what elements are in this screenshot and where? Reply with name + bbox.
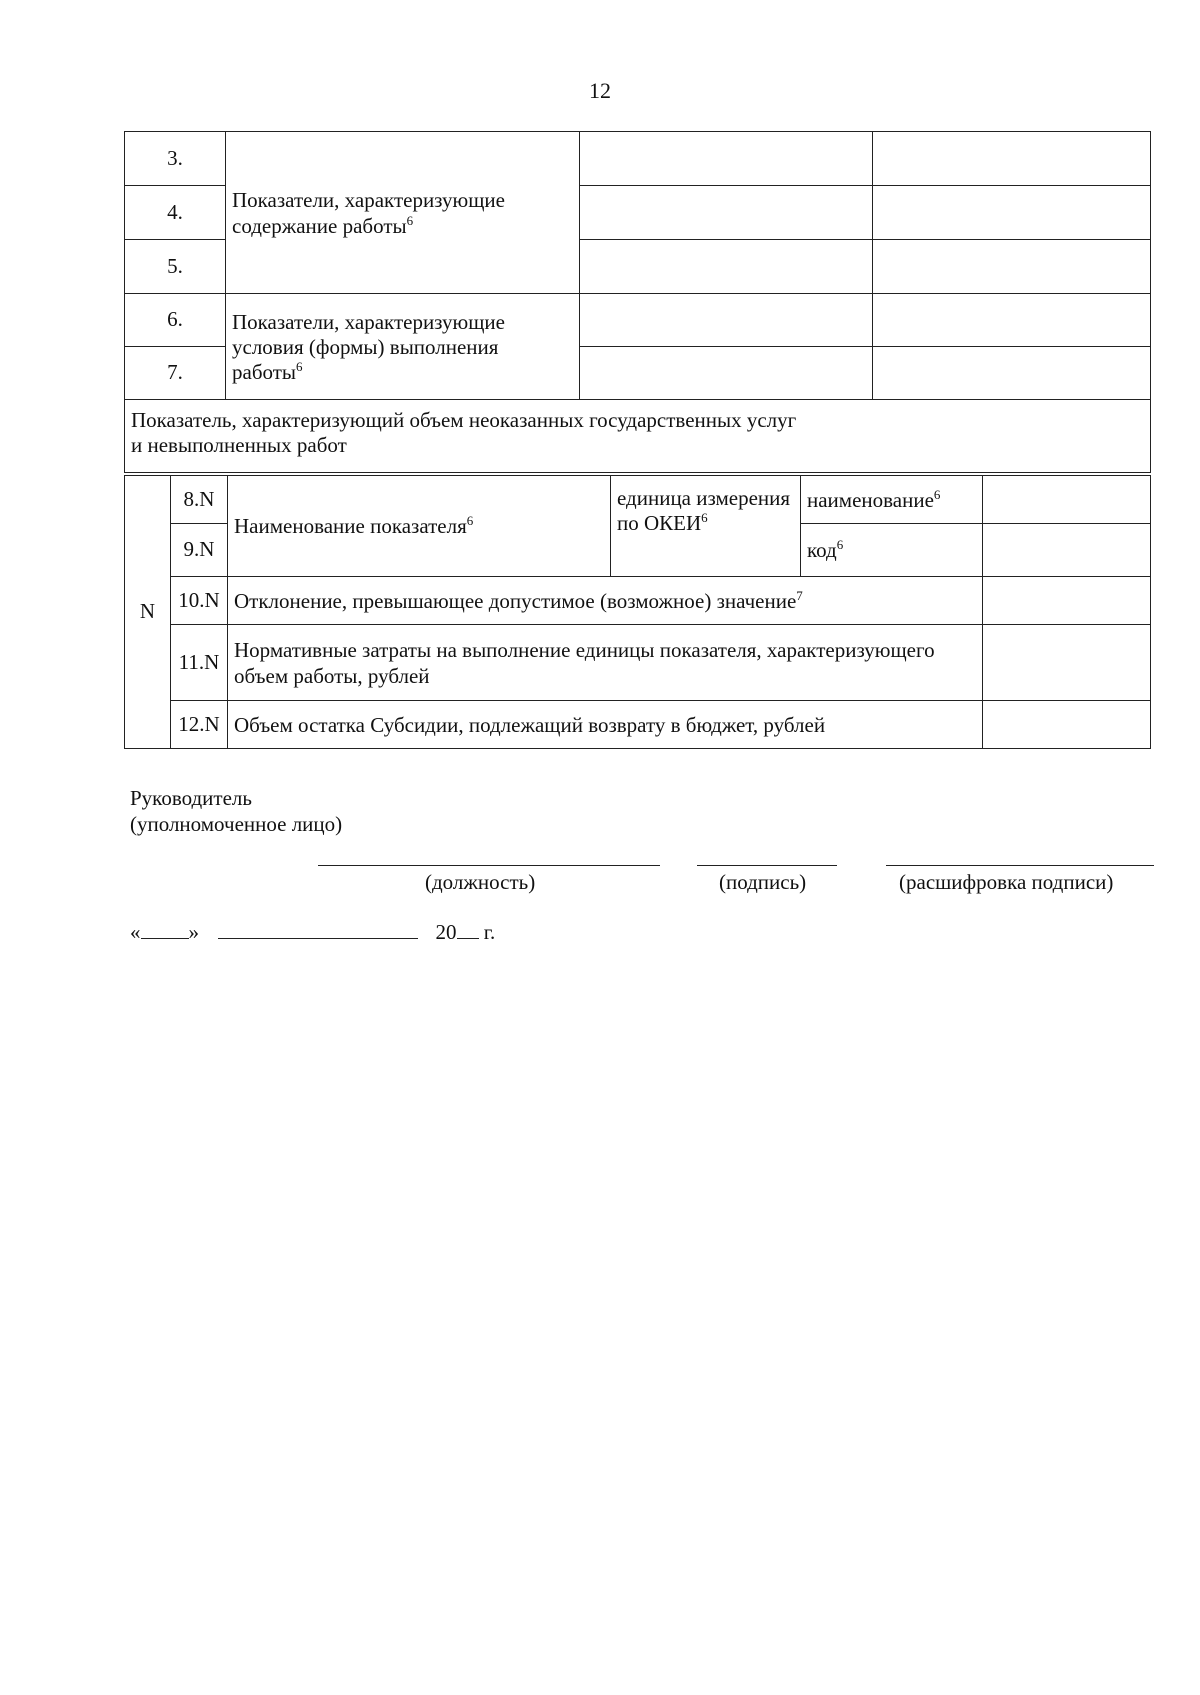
subsidy-balance-label: Объем остатка Субсидии, подлежащий возврату в бюджет, рублей (228, 701, 983, 749)
table-row (125, 577, 1151, 625)
footnote-ref: 6 (296, 359, 303, 375)
row-number: 5. (125, 240, 226, 294)
n-label: N (125, 476, 171, 749)
deviation-label: Отклонение, превышающее допустимое (возможное) значение$^7$ (228, 577, 983, 625)
position-line[interactable] (318, 865, 660, 866)
indicator-name-label: Наименование показателя$^6$ (228, 476, 611, 577)
signature-caption: (подпись) (719, 870, 807, 894)
value-cell[interactable] (983, 577, 1151, 625)
footnote-ref: 7 (796, 587, 803, 603)
row-number: 7. (125, 347, 226, 400)
value-cell[interactable] (873, 186, 1151, 240)
conditions-indicators-label: Показатели, характеризующие условия (формы) выполнения работы$^6$ (226, 294, 580, 400)
signature-decode-caption: (расшифровка подписи) (899, 870, 1114, 894)
value-cell[interactable] (873, 240, 1151, 294)
value-cell[interactable] (580, 294, 873, 347)
signature-line[interactable] (697, 865, 837, 866)
unit-name-label: наименование$^6$ (801, 476, 983, 524)
head-label: Руководитель (уполномоченное лицо) (130, 786, 343, 836)
value-cell[interactable] (580, 240, 873, 294)
row-number: 4. (125, 186, 226, 240)
indicators-table-top (124, 131, 1151, 473)
page-number: 12 (589, 78, 611, 103)
day-blank[interactable] (141, 920, 189, 939)
value-cell[interactable] (983, 524, 1151, 577)
row-number: 9.N (171, 524, 228, 577)
footnote-ref: 6 (701, 510, 708, 526)
row-number: 8.N (171, 476, 228, 524)
row-number: 6. (125, 294, 226, 347)
footnote-ref: 6 (406, 212, 414, 228)
indicators-table-bottom (124, 475, 1151, 749)
table-row (125, 294, 1151, 347)
row-number: 11.N (171, 625, 228, 701)
value-cell[interactable] (580, 347, 873, 400)
row-number: 12.N (171, 701, 228, 749)
position-caption: (должность) (425, 870, 536, 894)
signature-decode-line[interactable] (886, 865, 1154, 866)
row-number: 3. (125, 132, 226, 186)
month-blank[interactable] (218, 920, 418, 939)
unit-code-label: код$^6$ (801, 524, 983, 577)
table-row (125, 625, 1151, 701)
content-indicators-label: Показатели, характеризующие содержание работы$^6$ (226, 132, 580, 294)
footnote-ref: 6 (836, 537, 844, 553)
table-row (125, 400, 1151, 473)
value-cell[interactable] (983, 701, 1151, 749)
date-line: « » 20 г. (130, 920, 496, 944)
table-row (125, 132, 1151, 186)
value-cell[interactable] (873, 132, 1151, 186)
value-cell[interactable] (983, 625, 1151, 701)
unit-okei-label: единица измерения по ОКЕИ$^6$ (611, 476, 801, 577)
row-number: 10.N (171, 577, 228, 625)
year-blank[interactable] (457, 920, 479, 939)
value-cell[interactable] (983, 476, 1151, 524)
volume-indicator-header: Показатель, характеризующий объем неоказанных государственных услуг и невыполненных работ (125, 400, 1151, 473)
footnote-ref: 6 (933, 486, 941, 502)
value-cell[interactable] (580, 186, 873, 240)
value-cell[interactable] (873, 294, 1151, 347)
value-cell[interactable] (580, 132, 873, 186)
normative-costs-label: Нормативные затраты на выполнение единицы показателя, характеризующего объем работы, рублей (228, 625, 983, 701)
table-row (125, 476, 1151, 524)
footnote-ref: 6 (466, 513, 474, 529)
table-row (125, 701, 1151, 749)
value-cell[interactable] (873, 347, 1151, 400)
